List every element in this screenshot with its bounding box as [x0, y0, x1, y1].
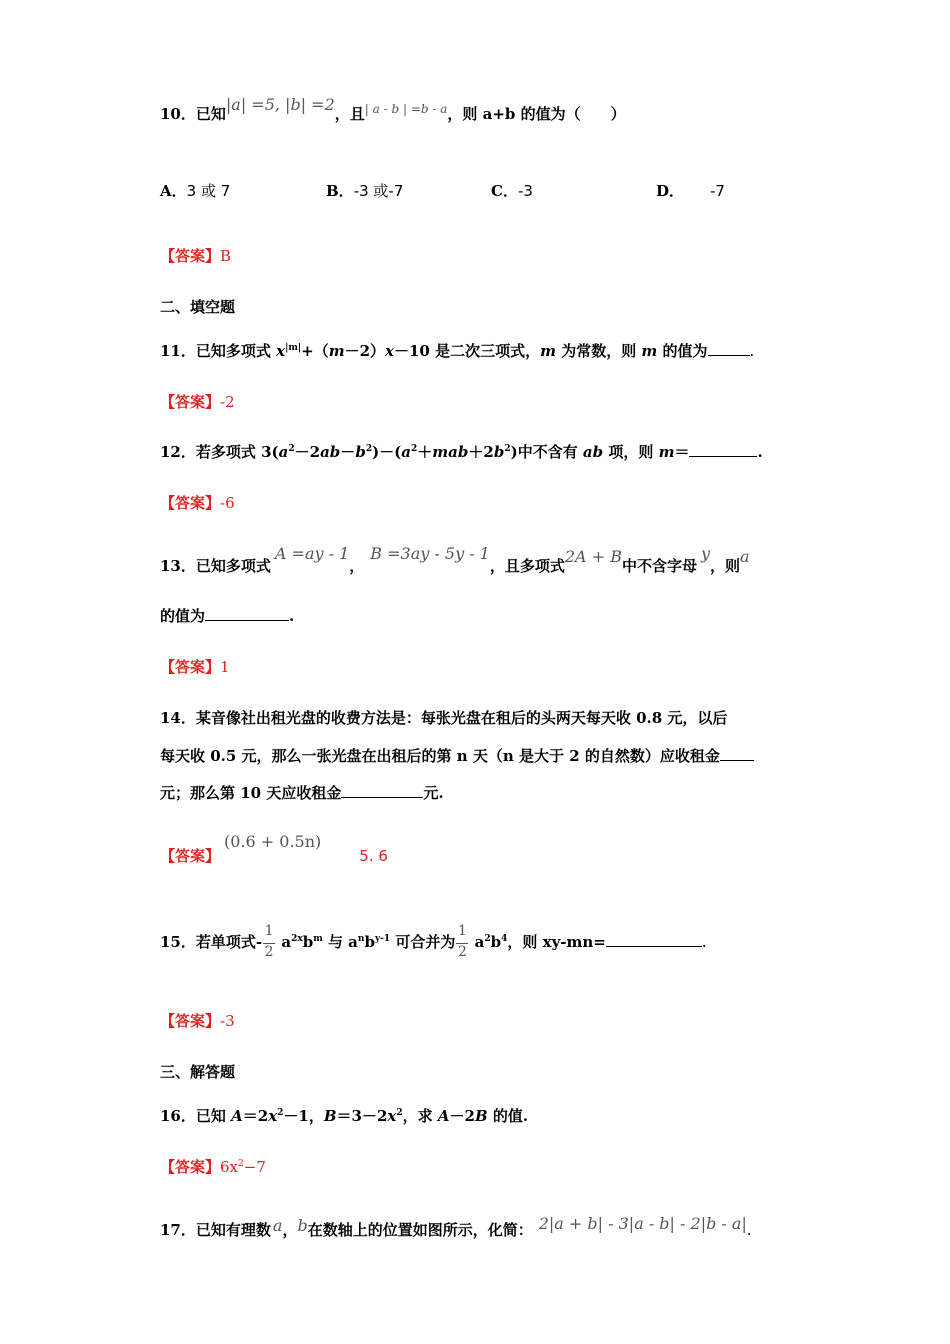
question-13-line-2: 的值为 .	[160, 607, 295, 625]
q14-blank-2	[341, 785, 423, 798]
question-14-line-1: 14．某音像社出租光盘的收费方法是：每张光盘在租后的头两天每天收 0.8 元，以后	[160, 709, 728, 727]
question-12: 12．若多项式 $3(a^2-2ab-b^2)-(a^2+mab+2b^2)$中不含有 ab 项，则 m＝ .	[160, 443, 763, 461]
q13-answer: 【答案】1	[160, 658, 230, 676]
q15-fraction-1: $\frac{1}{2}$	[264, 923, 274, 960]
q15-fraction-2: $\frac{1}{2}$	[457, 923, 467, 960]
q12-blank	[689, 444, 757, 457]
q14-blank-1	[720, 748, 754, 761]
q11-blank	[708, 343, 750, 356]
section-solve: 三、解答题	[160, 1063, 236, 1081]
q14-answer-value: 5. 6	[359, 847, 388, 865]
q12-answer: 【答案】-6	[160, 494, 235, 512]
q10-option-d: D． -7	[656, 182, 725, 200]
q10-condition-1: |a| =5, |b| =2	[225, 95, 335, 114]
q13-expr-a: A =ay - 1	[274, 544, 350, 563]
q14-answer-expr: (0.6 + 0.5n)	[224, 832, 322, 851]
section-fill-in: 二、填空题	[160, 298, 236, 316]
q13-expr-b: B =3ay - 5y - 1	[370, 544, 490, 563]
question-16: 16．已知 $A=2x^2-1$，$B=3-2x^2$，求 A－2B 的值.	[160, 1107, 529, 1125]
q15-blank	[606, 934, 702, 947]
q13-blank	[205, 608, 289, 621]
q16-answer: 【答案】$6x^2-7$	[160, 1158, 266, 1176]
question-11: 11．已知多项式 $x^{|m|}+(m-2)x-10$ 是二次三项式，m 为常数，则 m 的值为 .	[160, 342, 755, 360]
question-13: 13．已知多项式A =ay - 1，B =3ay - 5y - 1，且多项式2A + B中不含字母y，则a	[160, 544, 750, 575]
question-14-line-2: 每天收 0.5 元，那么一张光盘在出租后的第 n 天（n 是大于 2 的自然数）应收租金	[160, 745, 754, 766]
q10-option-c: C．-3	[491, 182, 533, 200]
question-15: 15．若单项式- $\frac{1}{2}$ $a^{2x}b^m$ 与 $a^nb^{y-1}$ 可合并为 $\frac{1}{2}$ $a^2b^4$，则 xy-mn= .	[160, 923, 707, 963]
q11-answer: 【答案】-2	[160, 393, 235, 411]
question-10: 10．已知|a| =5, |b| =2，且$^{| a - b | =b - a}$，则 a+b 的值为（ ）	[160, 95, 626, 123]
q14-answer: 【答案】(0.6 + 0.5n)5. 6	[160, 832, 388, 865]
question-17: 17．已知有理数 a，b在数轴上的位置如图所示，化简： 2|a + b| - 3|a - b| - 2|b - a|.	[160, 1214, 752, 1239]
q10-option-a: A．3 或 7	[160, 182, 231, 200]
q10-condition-2: | a - b | =b - a	[364, 102, 448, 116]
q15-answer: 【答案】-3	[160, 1012, 235, 1030]
question-14-line-3: 元；那么第 10 天应收租金 元.	[160, 784, 444, 802]
q13-expr-2a-b: 2A + B	[564, 547, 622, 566]
q17-expression: 2|a + b| - 3|a - b| - 2|b - a|	[538, 1214, 747, 1233]
q10-option-b: B．-3 或-7	[326, 182, 404, 200]
q10-answer: 【答案】B	[160, 247, 232, 265]
